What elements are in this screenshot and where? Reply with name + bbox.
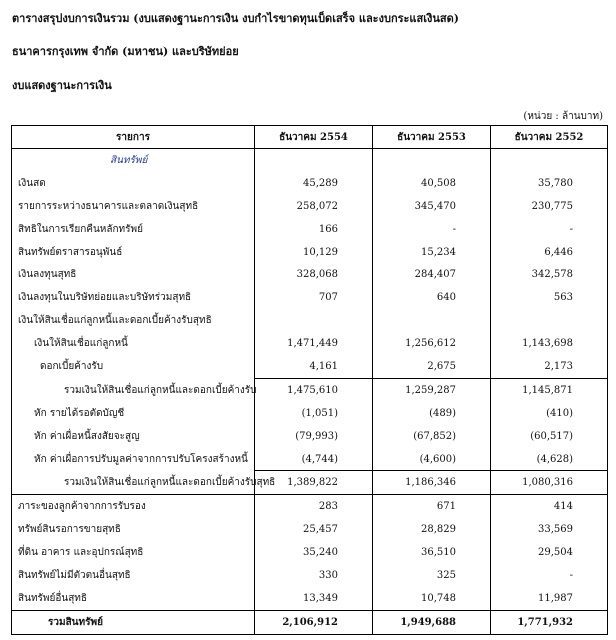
row-label: รวมเงินให้สินเชื่อแก่ลูกหนี้และดอกเบี้ยค้างรับ xyxy=(12,378,255,401)
row-label: ที่ดิน อาคาร และอุปกรณ์สุทธิ xyxy=(12,541,255,564)
value-2552: 230,775 xyxy=(491,195,608,218)
row-label: รายการระหว่างธนาคารและตลาดเงินสุทธิ xyxy=(12,195,255,218)
table-row xyxy=(12,286,608,309)
value-2553: (4,600) xyxy=(373,448,491,471)
table-row xyxy=(12,332,608,355)
row-label: ภาระของลูกค้าจากการรับรอง xyxy=(12,495,255,518)
value-2554: 35,240 xyxy=(255,541,373,564)
value-2554: 2,106,912 xyxy=(255,610,373,634)
value-2552: 33,569 xyxy=(491,518,608,541)
table-row xyxy=(12,610,608,634)
table-row xyxy=(12,402,608,425)
value-2552: 563 xyxy=(491,286,608,309)
value-2553: 10,748 xyxy=(373,587,491,610)
value-2554: 328,068 xyxy=(255,263,373,286)
row-label: สิทธิในการเรียกคืนหลักทรัพย์ xyxy=(12,218,255,241)
table-row xyxy=(12,587,608,610)
value-2552: 11,987 xyxy=(491,587,608,610)
company-name: ธนาคารกรุงเทพ จำกัด (มหาชน) และบริษัทย่อย xyxy=(12,45,239,58)
table-row xyxy=(12,241,608,264)
row-label: รวมสินทรัพย์ xyxy=(12,610,255,634)
row-label: ทรัพย์สินรอการขายสุทธิ xyxy=(12,518,255,541)
table-row xyxy=(12,448,608,471)
table-row xyxy=(12,564,608,587)
value-2554 xyxy=(255,309,373,332)
row-label: รวมเงินให้สินเชื่อแก่ลูกหนี้และดอกเบี้ยค้างรับสุทธิ xyxy=(12,471,255,495)
value-2552: 1,143,698 xyxy=(491,332,608,355)
empty-cell xyxy=(255,149,373,172)
value-2553: 1,259,287 xyxy=(373,378,491,401)
table-row xyxy=(12,355,608,378)
row-label: เงินลงทุนในบริษัทย่อยและบริษัทร่วมสุทธิ xyxy=(12,286,255,309)
value-2552: (4,628) xyxy=(491,448,608,471)
value-2554: 25,457 xyxy=(255,518,373,541)
financial-position-table xyxy=(11,125,608,635)
value-2552: 342,578 xyxy=(491,263,608,286)
value-2552: 1,771,932 xyxy=(491,610,608,634)
table-row xyxy=(12,195,608,218)
value-2553: 1,256,612 xyxy=(373,332,491,355)
value-2553: (489) xyxy=(373,402,491,425)
row-label: สินทรัพย์ตราสารอนุพันธ์ xyxy=(12,241,255,264)
value-2552: - xyxy=(491,564,608,587)
value-2552: 29,504 xyxy=(491,541,608,564)
value-2552: (410) xyxy=(491,402,608,425)
column-header-2554: ธันวาคม 2554 xyxy=(255,126,373,149)
value-2552: - xyxy=(491,218,608,241)
row-label: หัก ค่าเผื่อการปรับมูลค่าจากการปรับโครงสร้างหนี้ xyxy=(12,448,255,471)
value-2554: (1,051) xyxy=(255,402,373,425)
value-2554: 10,129 xyxy=(255,241,373,264)
value-2553: 284,407 xyxy=(373,263,491,286)
value-2553: 1,186,346 xyxy=(373,471,491,495)
statement-title: งบแสดงฐานะการเงิน xyxy=(12,79,112,92)
value-2553: 640 xyxy=(373,286,491,309)
value-2554: 1,471,449 xyxy=(255,332,373,355)
value-2554: 707 xyxy=(255,286,373,309)
row-label: สินทรัพย์ไม่มีตัวตนอื่นสุทธิ xyxy=(12,564,255,587)
row-label: เงินให้สินเชื่อแก่ลูกหนี้ xyxy=(12,332,255,355)
value-2553: 40,508 xyxy=(373,172,491,195)
value-2553 xyxy=(373,309,491,332)
section-row xyxy=(12,149,608,172)
value-2552: 2,173 xyxy=(491,355,608,378)
empty-cell xyxy=(491,149,608,172)
value-2552 xyxy=(491,309,608,332)
row-label: เงินสด xyxy=(12,172,255,195)
column-header-item: รายการ xyxy=(12,126,255,149)
value-2554: 4,161 xyxy=(255,355,373,378)
value-2554: (4,744) xyxy=(255,448,373,471)
table-row xyxy=(12,495,608,518)
value-2554: 45,289 xyxy=(255,172,373,195)
table-header-row xyxy=(12,126,608,149)
value-2553: 15,234 xyxy=(373,241,491,264)
value-2553: 345,470 xyxy=(373,195,491,218)
value-2552: 6,446 xyxy=(491,241,608,264)
section-label-assets: สินทรัพย์ xyxy=(12,149,255,172)
value-2553: (67,852) xyxy=(373,425,491,448)
value-2554: 258,072 xyxy=(255,195,373,218)
value-2554: 1,475,610 xyxy=(255,378,373,401)
value-2553: 1,949,688 xyxy=(373,610,491,634)
table-row xyxy=(12,172,608,195)
column-header-2553: ธันวาคม 2553 xyxy=(373,126,491,149)
table-row xyxy=(12,378,608,401)
table-row xyxy=(12,518,608,541)
unit-note: (หน่วย : ล้านบาท) xyxy=(523,111,603,122)
value-2552: 35,780 xyxy=(491,172,608,195)
table-row xyxy=(12,309,608,332)
value-2554: 13,349 xyxy=(255,587,373,610)
value-2552: 1,145,871 xyxy=(491,378,608,401)
row-label: สินทรัพย์อื่นสุทธิ xyxy=(12,587,255,610)
table-row xyxy=(12,471,608,495)
row-label: หัก ค่าเผื่อหนี้สงสัยจะสูญ xyxy=(12,425,255,448)
table-row xyxy=(12,263,608,286)
value-2553: 28,829 xyxy=(373,518,491,541)
value-2553: - xyxy=(373,218,491,241)
value-2552: 1,080,316 xyxy=(491,471,608,495)
value-2552: (60,517) xyxy=(491,425,608,448)
row-label: ดอกเบี้ยค้างรับ xyxy=(12,355,255,378)
report-title: ตารางสรุปงบการเงินรวม (งบแสดงฐานะการเงิน งบกำไรขาดทุนเบ็ดเสร็จ และงบกระแสเงินสด) xyxy=(12,12,459,25)
value-2553: 36,510 xyxy=(373,541,491,564)
row-label: หัก รายได้รอตัดบัญชี xyxy=(12,402,255,425)
row-label: เงินให้สินเชื่อแก่ลูกหนี้และดอกเบี้ยค้างรับสุทธิ xyxy=(12,309,255,332)
value-2554: (79,993) xyxy=(255,425,373,448)
value-2554: 283 xyxy=(255,495,373,518)
empty-cell xyxy=(373,149,491,172)
value-2553: 671 xyxy=(373,495,491,518)
value-2554: 1,389,822 xyxy=(255,471,373,495)
value-2554: 166 xyxy=(255,218,373,241)
value-2554: 330 xyxy=(255,564,373,587)
value-2553: 2,675 xyxy=(373,355,491,378)
value-2552: 414 xyxy=(491,495,608,518)
table-row xyxy=(12,218,608,241)
row-label: เงินลงทุนสุทธิ xyxy=(12,263,255,286)
value-2553: 325 xyxy=(373,564,491,587)
column-header-2552: ธันวาคม 2552 xyxy=(491,126,608,149)
table-row xyxy=(12,425,608,448)
table-row xyxy=(12,541,608,564)
